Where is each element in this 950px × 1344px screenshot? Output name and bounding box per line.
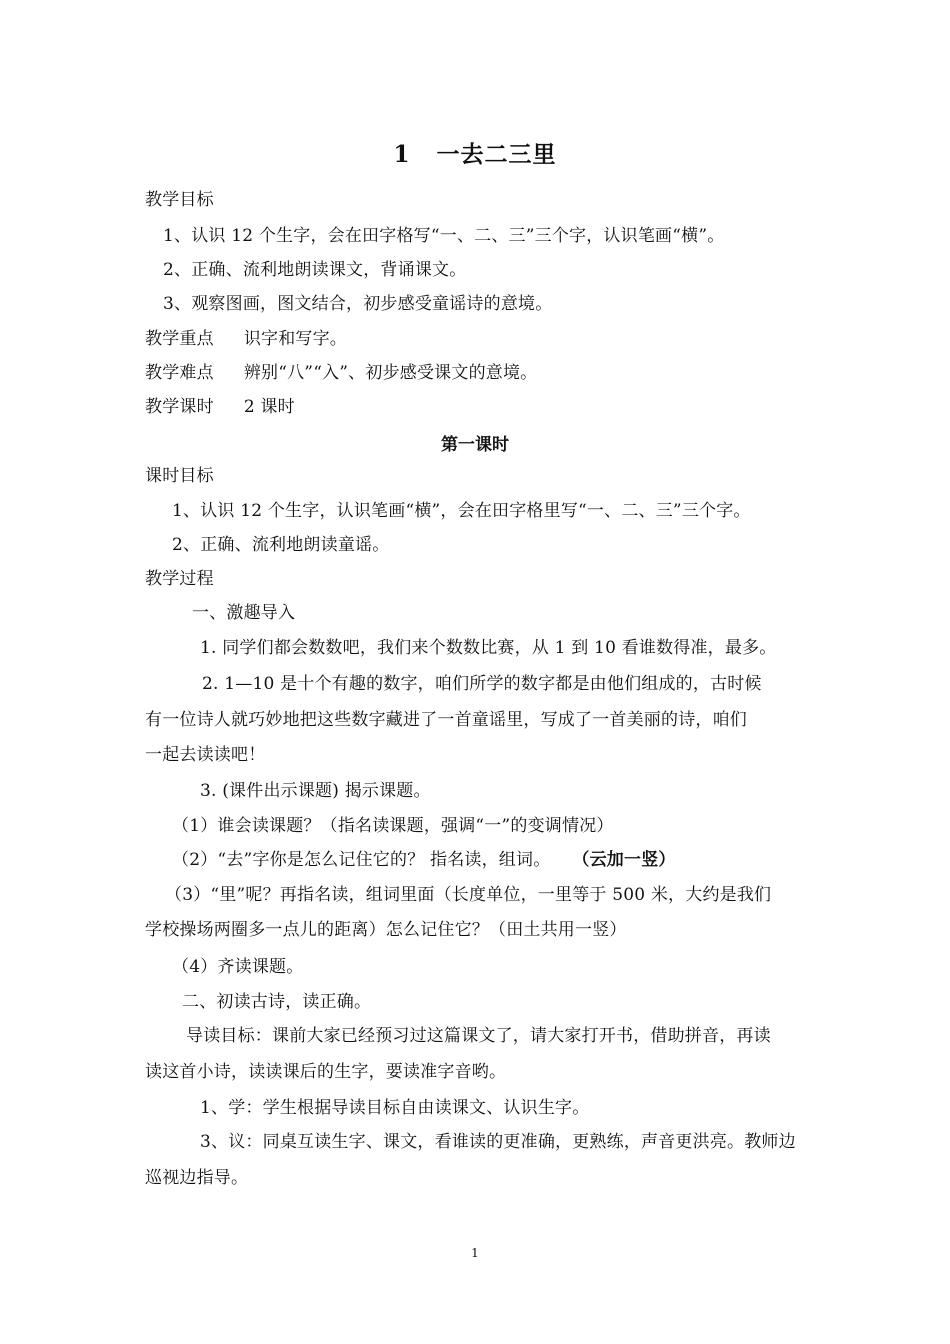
s1-item-2-line-1: 2. 1—10 是十个有趣的数字，咱们所学的数字都是由他们组成的，古时候	[202, 674, 762, 694]
step-3-line-2: 巡视边指导。	[145, 1168, 249, 1188]
lesson-goal-item-1: 1、认识 12 个生字，认识笔画“横”，会在田字格里写“一、二、三”三个字。	[172, 501, 751, 521]
difficulty-row	[145, 361, 810, 385]
goal-item-2: 2、正确、流利地朗读课文，背诵课文。	[163, 260, 467, 280]
step-3-line-1: 3、议：同桌互读生字、课文，看谁读的更准确，更熟练，声音更洪亮。教师边	[200, 1132, 796, 1152]
goal-item-3: 3、观察图画，图文结合，初步感受童谣诗的意境。	[163, 294, 553, 314]
lesson-goal-item-2: 2、正确、流利地朗读童谣。	[172, 535, 390, 555]
guide-line-1: 导读目标：课前大家已经预习过这篇课文了，请大家打开书，借助拼音，再读	[186, 1026, 771, 1046]
step-1: 1、学：学生根据导读目标自由读课文、认识生字。	[200, 1098, 590, 1118]
question-1: （1）谁会读课题？（指名读课题，强调“一”的变调情况）	[172, 816, 614, 836]
question-4: （4）齐读课题。	[172, 957, 304, 977]
key-point-label: 教学重点	[145, 329, 214, 349]
title-number: 1	[393, 141, 411, 168]
s1-item-3: 3. (课件出示课题) 揭示课题。	[200, 781, 431, 801]
page-number: 1	[471, 1246, 479, 1260]
periods-row	[145, 395, 810, 419]
goals-heading: 教学目标	[145, 190, 214, 210]
difficulty-value: 辨别“八”“入”、初步感受课文的意境。	[243, 363, 538, 383]
section-2-heading: 二、初读古诗，读正确。	[182, 992, 372, 1012]
key-point-row	[145, 327, 810, 351]
question-3-line-1: （3）“里”呢？再指名读，组词里面（长度单位，一里等于 500 米，大约是我们	[165, 885, 772, 905]
question-3-line-2: 学校操场两圈多一点儿的距离）怎么记住它？（田土共用一竖）	[145, 920, 627, 940]
question-2	[172, 848, 837, 872]
lesson-title	[0, 136, 950, 169]
goal-item-1: 1、认识 12 个生字，会在田字格写“一、二、三”三个字，认识笔画“横”。	[163, 226, 725, 246]
question-2-bold-note: （云加一竖）	[572, 850, 676, 870]
lesson-goals-heading: 课时目标	[145, 466, 214, 486]
periods-label: 教学课时	[145, 397, 214, 417]
guide-line-2: 读这首小诗，读读课后的生字，要读准字音哟。	[145, 1062, 507, 1082]
s1-item-2-line-2: 有一位诗人就巧妙地把这些数字藏进了一首童谣里，写成了一首美丽的诗，咱们	[145, 710, 747, 730]
s1-item-1: 1. 同学们都会数数吧，我们来个数数比赛，从 1 到 10 看谁数得准，最多。	[200, 638, 777, 658]
question-2-text: （2）“去”字你是怎么记住它的？ 指名读，组词。	[172, 850, 551, 870]
difficulty-label: 教学难点	[145, 363, 214, 383]
process-heading: 教学过程	[145, 569, 214, 589]
key-point-value: 识字和写字。	[243, 329, 348, 349]
s1-item-2-line-3: 一起去读读吧！	[145, 745, 266, 765]
title-text: 一去二三里	[436, 141, 557, 168]
section-1-heading: 一、激趣导入	[192, 603, 296, 623]
lesson-heading: 第一课时	[441, 435, 509, 455]
periods-value: 2 课时	[243, 397, 295, 417]
